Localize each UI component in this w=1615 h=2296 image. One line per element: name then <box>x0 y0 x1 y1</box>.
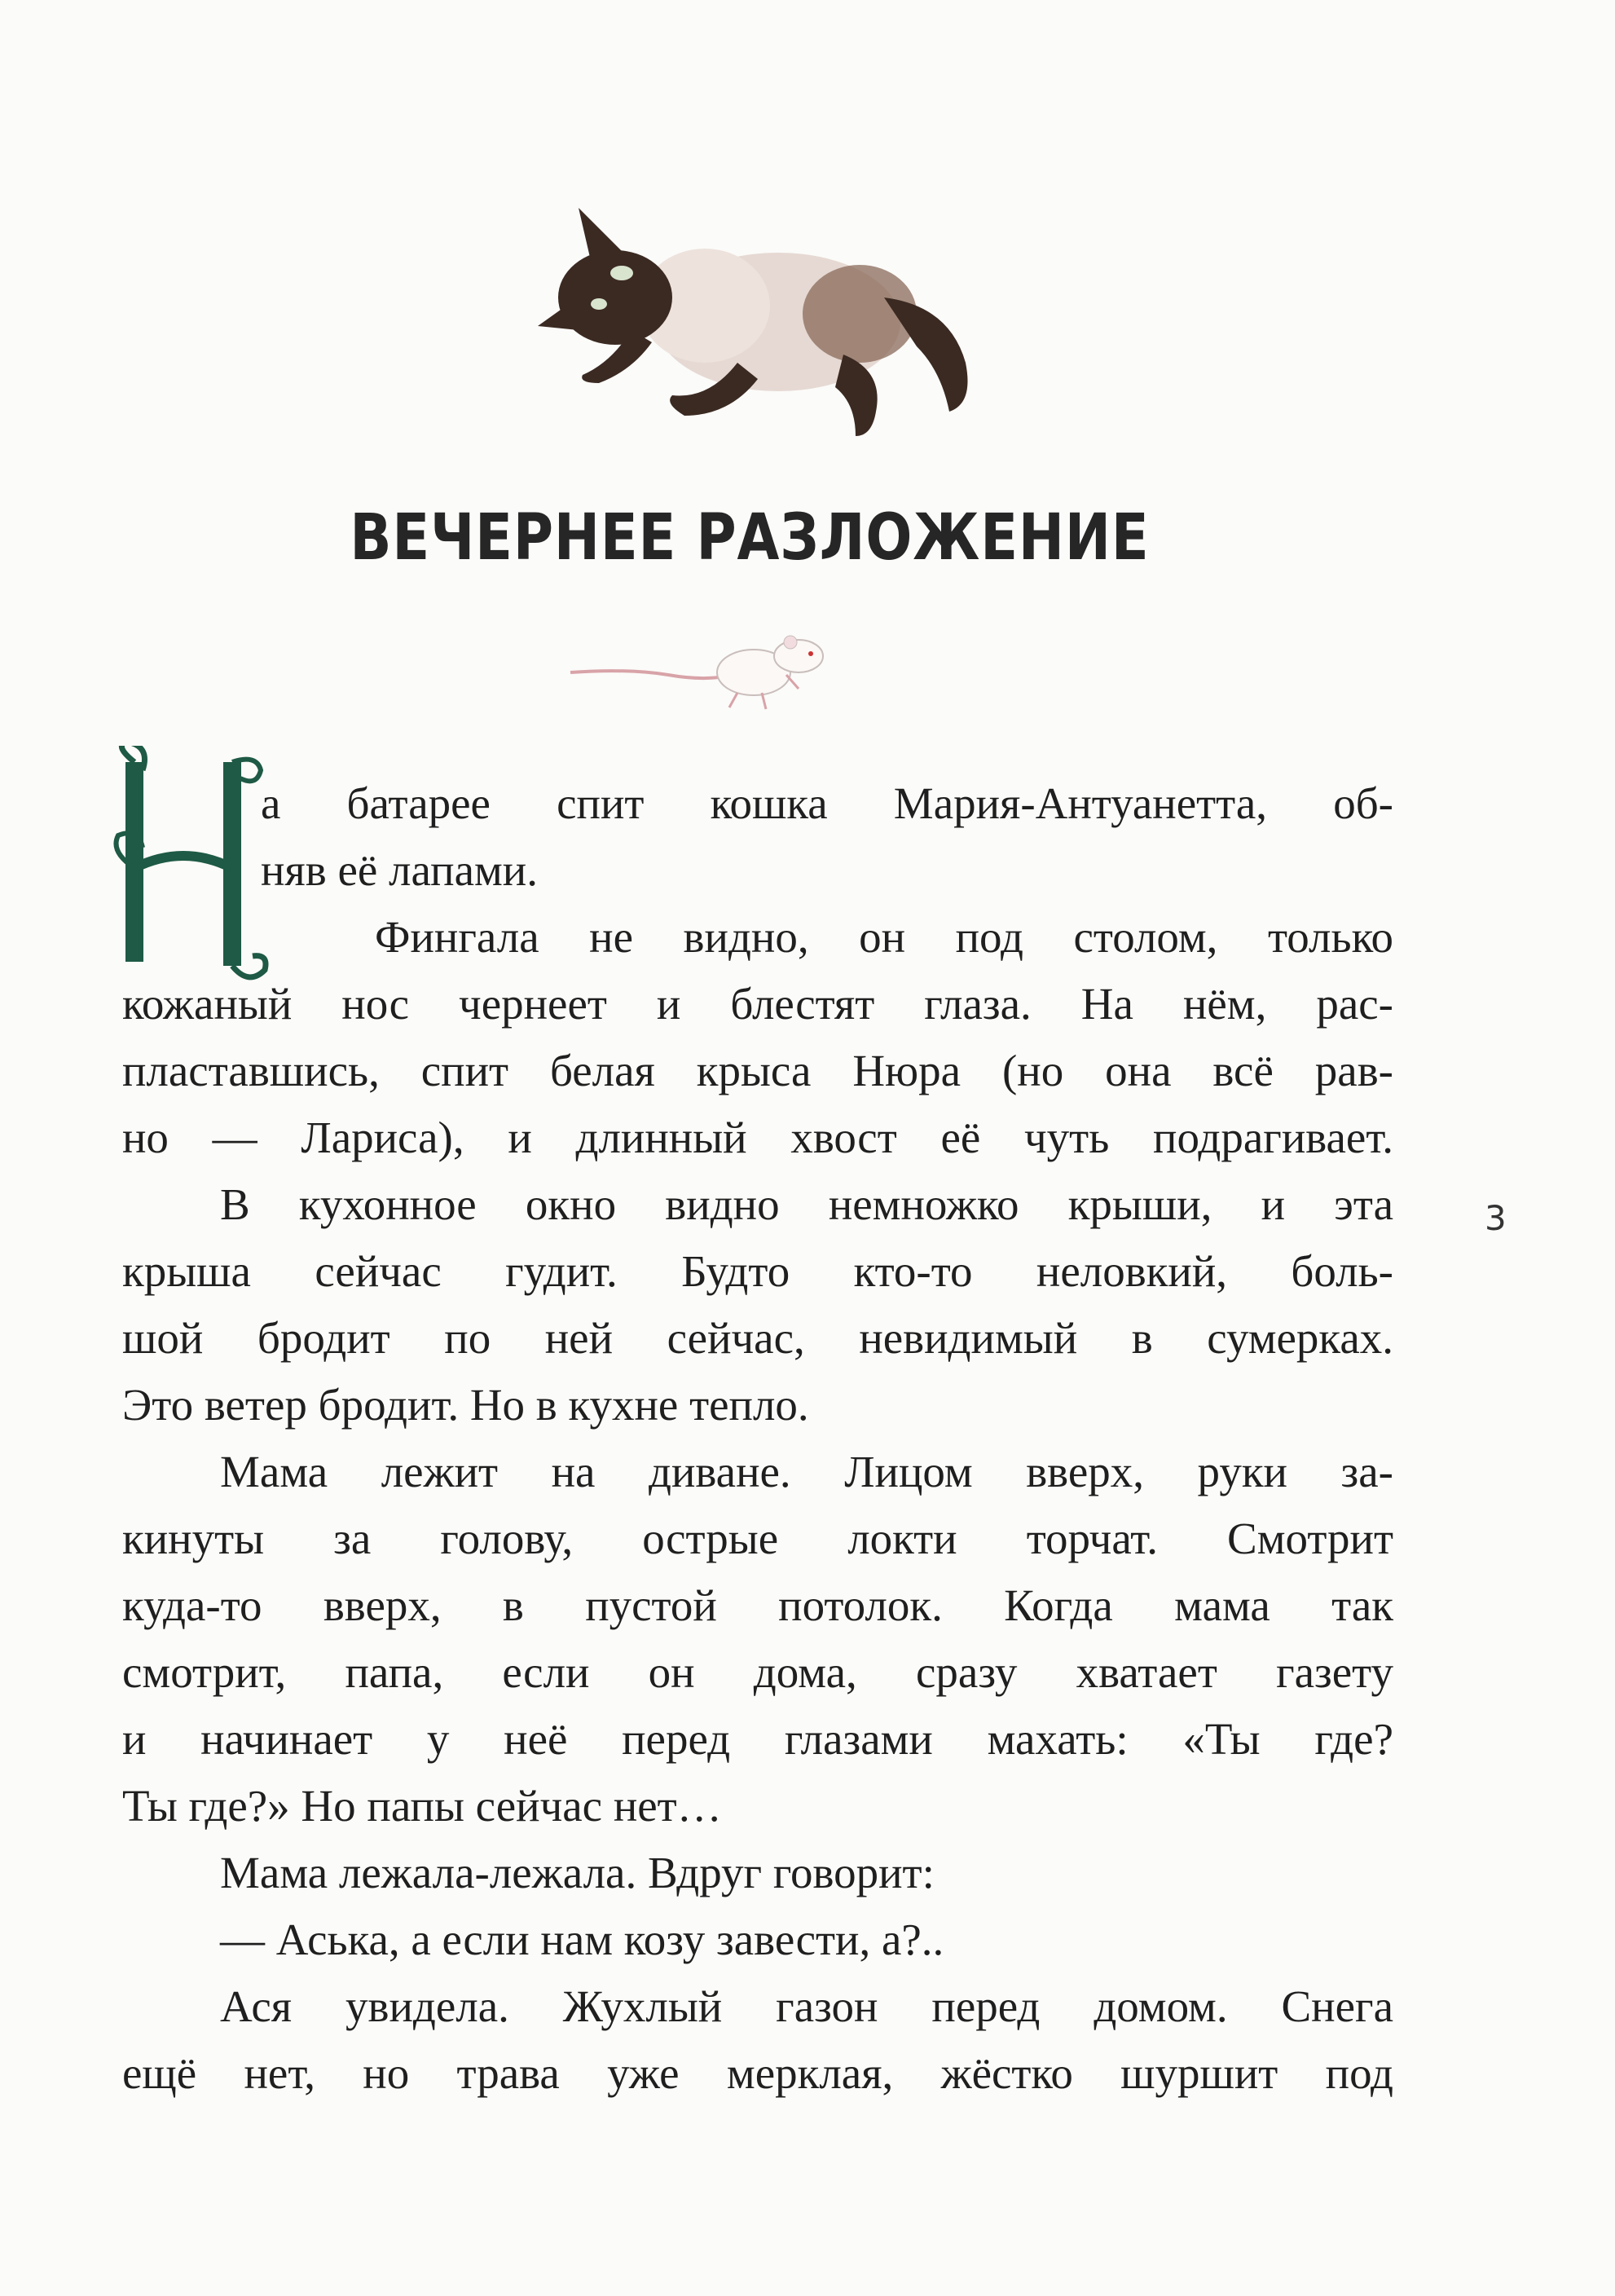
body-text <box>122 770 1393 2107</box>
text-line: няв её лапами. <box>261 845 538 895</box>
text-line: ещё нет, но трава уже мерклая, жёстко шуршит под <box>122 2048 1393 2098</box>
text-line: но — Лариса), и длинный хвост её чуть подрагивает. <box>122 1113 1393 1162</box>
text-line: шой бродит по ней сейчас, невидимый в сумерках. <box>122 1313 1393 1363</box>
chapter-title: ВЕЧЕРНЕЕ РАЗЛОЖЕНИЕ <box>350 501 1150 575</box>
text-line: и начинает у неё перед глазами махать: «Ты где? <box>122 1714 1393 1764</box>
text-line: кинуты за голову, острые локти торчат. Смотрит <box>122 1514 1393 1563</box>
text-line: Это ветер бродит. Но в кухне тепло. <box>122 1380 809 1430</box>
text-line: Ася увидела. Жухлый газон перед домом. Снега <box>220 1981 1393 2031</box>
text-line: кожаный нос чернеет и блестят глаза. На нём, рас- <box>122 979 1393 1029</box>
rat-illustration <box>562 611 856 717</box>
text-line: Мама лежала-лежала. Вдруг говорит: <box>220 1848 935 1897</box>
text-line: Ты где?» Но папы сейчас нет… <box>122 1781 722 1831</box>
text-line: смотрит, папа, если он дома, сразу хватает газету <box>122 1647 1393 1697</box>
cat-illustration <box>534 208 990 452</box>
page-number: 3 <box>1485 1198 1507 1238</box>
text-line: — Аська, а если нам козу завести, а?.. <box>220 1915 944 1964</box>
text-line: В кухонное окно видно немножко крыши, и эта <box>220 1179 1393 1229</box>
text-line: Фингала не видно, он под столом, только <box>375 912 1393 962</box>
text-line: Мама лежит на диване. Лицом вверх, руки за- <box>220 1447 1393 1496</box>
text-line: пластавшись, спит белая крыса Нюра (но она всё рав- <box>122 1046 1393 1095</box>
text-line: куда-то вверх, в пустой потолок. Когда мама так <box>122 1580 1393 1630</box>
text-line: а батарее спит кошка Мария-Антуанетта, об- <box>261 778 1393 828</box>
text-line: крыша сейчас гудит. Будто кто-то неловкий, боль- <box>122 1246 1393 1296</box>
